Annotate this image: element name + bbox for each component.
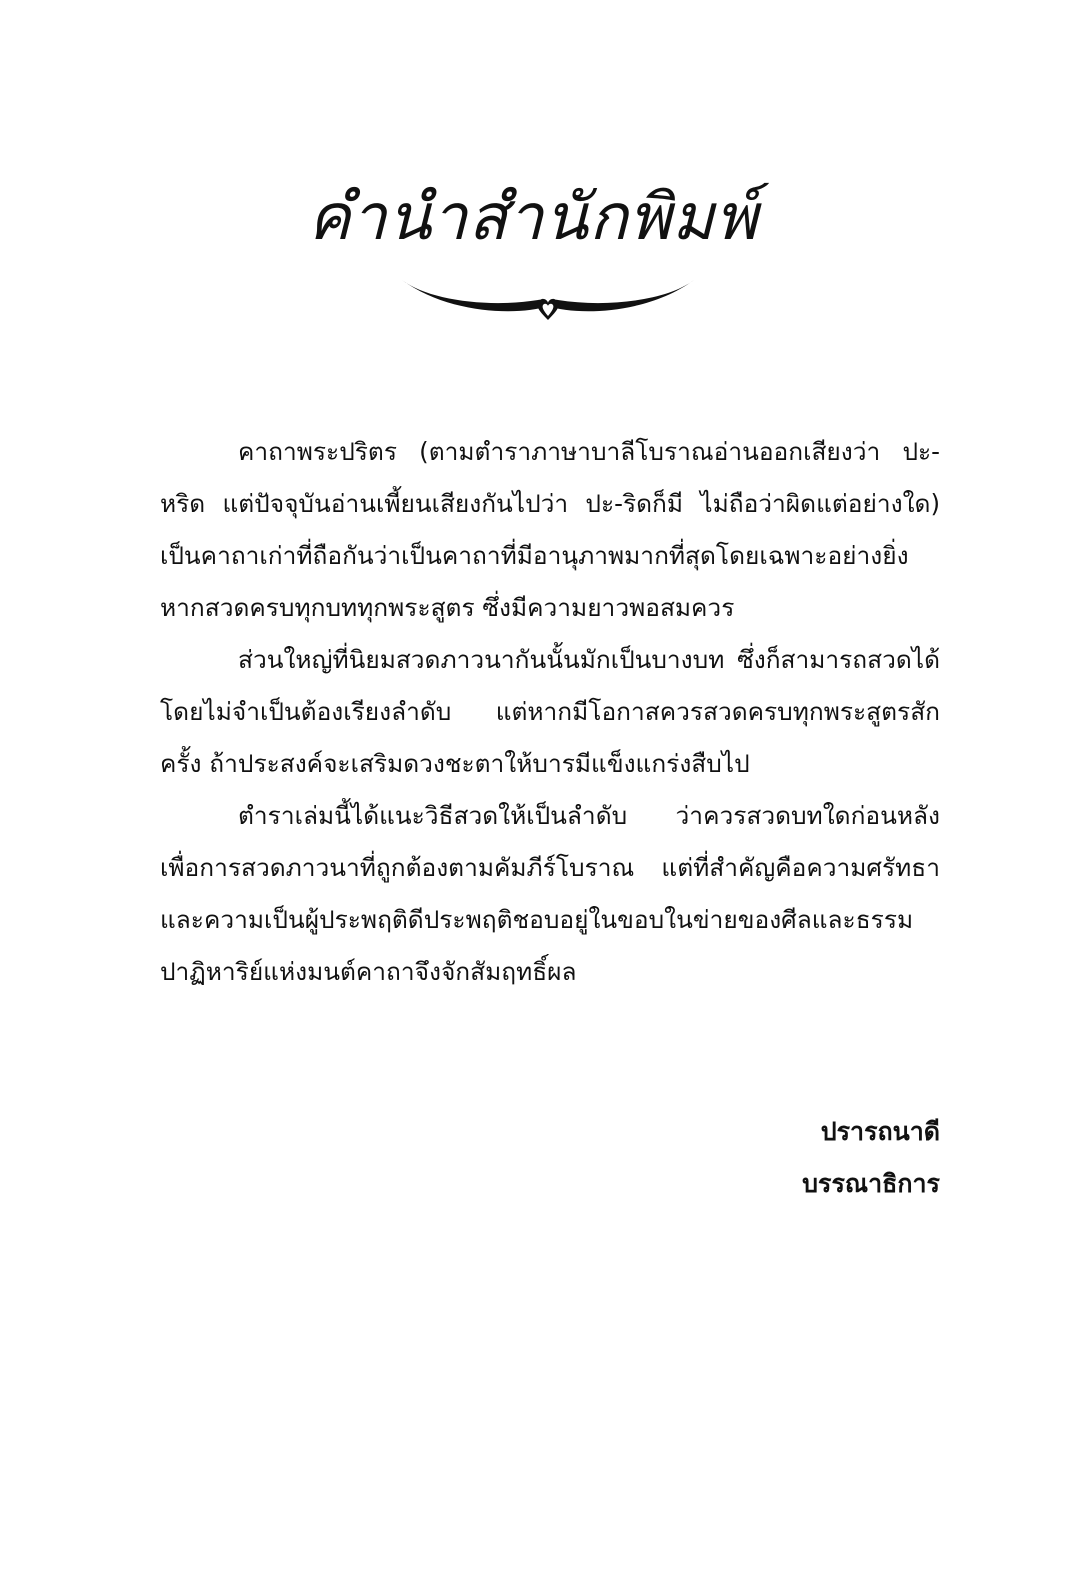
paragraph-2: ส่วนใหญ่ที่นิยมสวดภาวนากันนั้นมักเป็นบางบท ซึ่งก็สามารถสวดได้ โดยไม่จำเป็นต้องเรียงลำดับ แต่หากมีโอกาสควรสวดครบทุกพระสูตรสักครั้ง ถ้าประสงค์จะเสริมดวงชะตาให้บารมีแข็งแกร่งสืบไป bbox=[160, 645, 940, 778]
signature-role: บรรณาธิการ bbox=[802, 1169, 940, 1198]
signature-block bbox=[802, 1106, 940, 1210]
paragraph-3: ตำราเล่มนี้ได้แนะวิธีสวดให้เป็นลำดับ ว่าควรสวดบทใดก่อนหลัง เพื่อการสวดภาวนาที่ถูกต้องตามคัมภีร์โบราณ แต่ที่สำคัญคือความศรัทธาและความเป็นผู้ประพฤติดีประพฤติชอบอยู่ในขอบในข่ายของศีลและธรรม ปาฏิหาริย์แห่งมนต์คาถาจึงจักสัมฤทธิ์ผล bbox=[160, 801, 940, 986]
signature-closing: ปรารถนาดี bbox=[820, 1117, 940, 1146]
decorative-flourish-icon bbox=[398, 270, 698, 324]
page-title: คำนำสำนักพิมพ์ bbox=[307, 181, 759, 255]
preface-body bbox=[160, 426, 940, 998]
paragraph-1: คาถาพระปริตร (ตามตำราภาษาบาลีโบราณอ่านออกเสียงว่า ปะ-หริด แต่ปัจจุบันอ่านเพี้ยนเสียงกันไปว่า ปะ-ริดก็มี ไม่ถือว่าผิดแต่อย่างใด) เป็นคาถาเก่าที่ถือกันว่าเป็นคาถาที่มีอานุภาพมากที่สุดโดยเฉพาะอย่างยิ่งหากสวดครบทุกบททุกพระสูตร ซึ่งมีความยาวพอสมควร bbox=[160, 437, 940, 622]
